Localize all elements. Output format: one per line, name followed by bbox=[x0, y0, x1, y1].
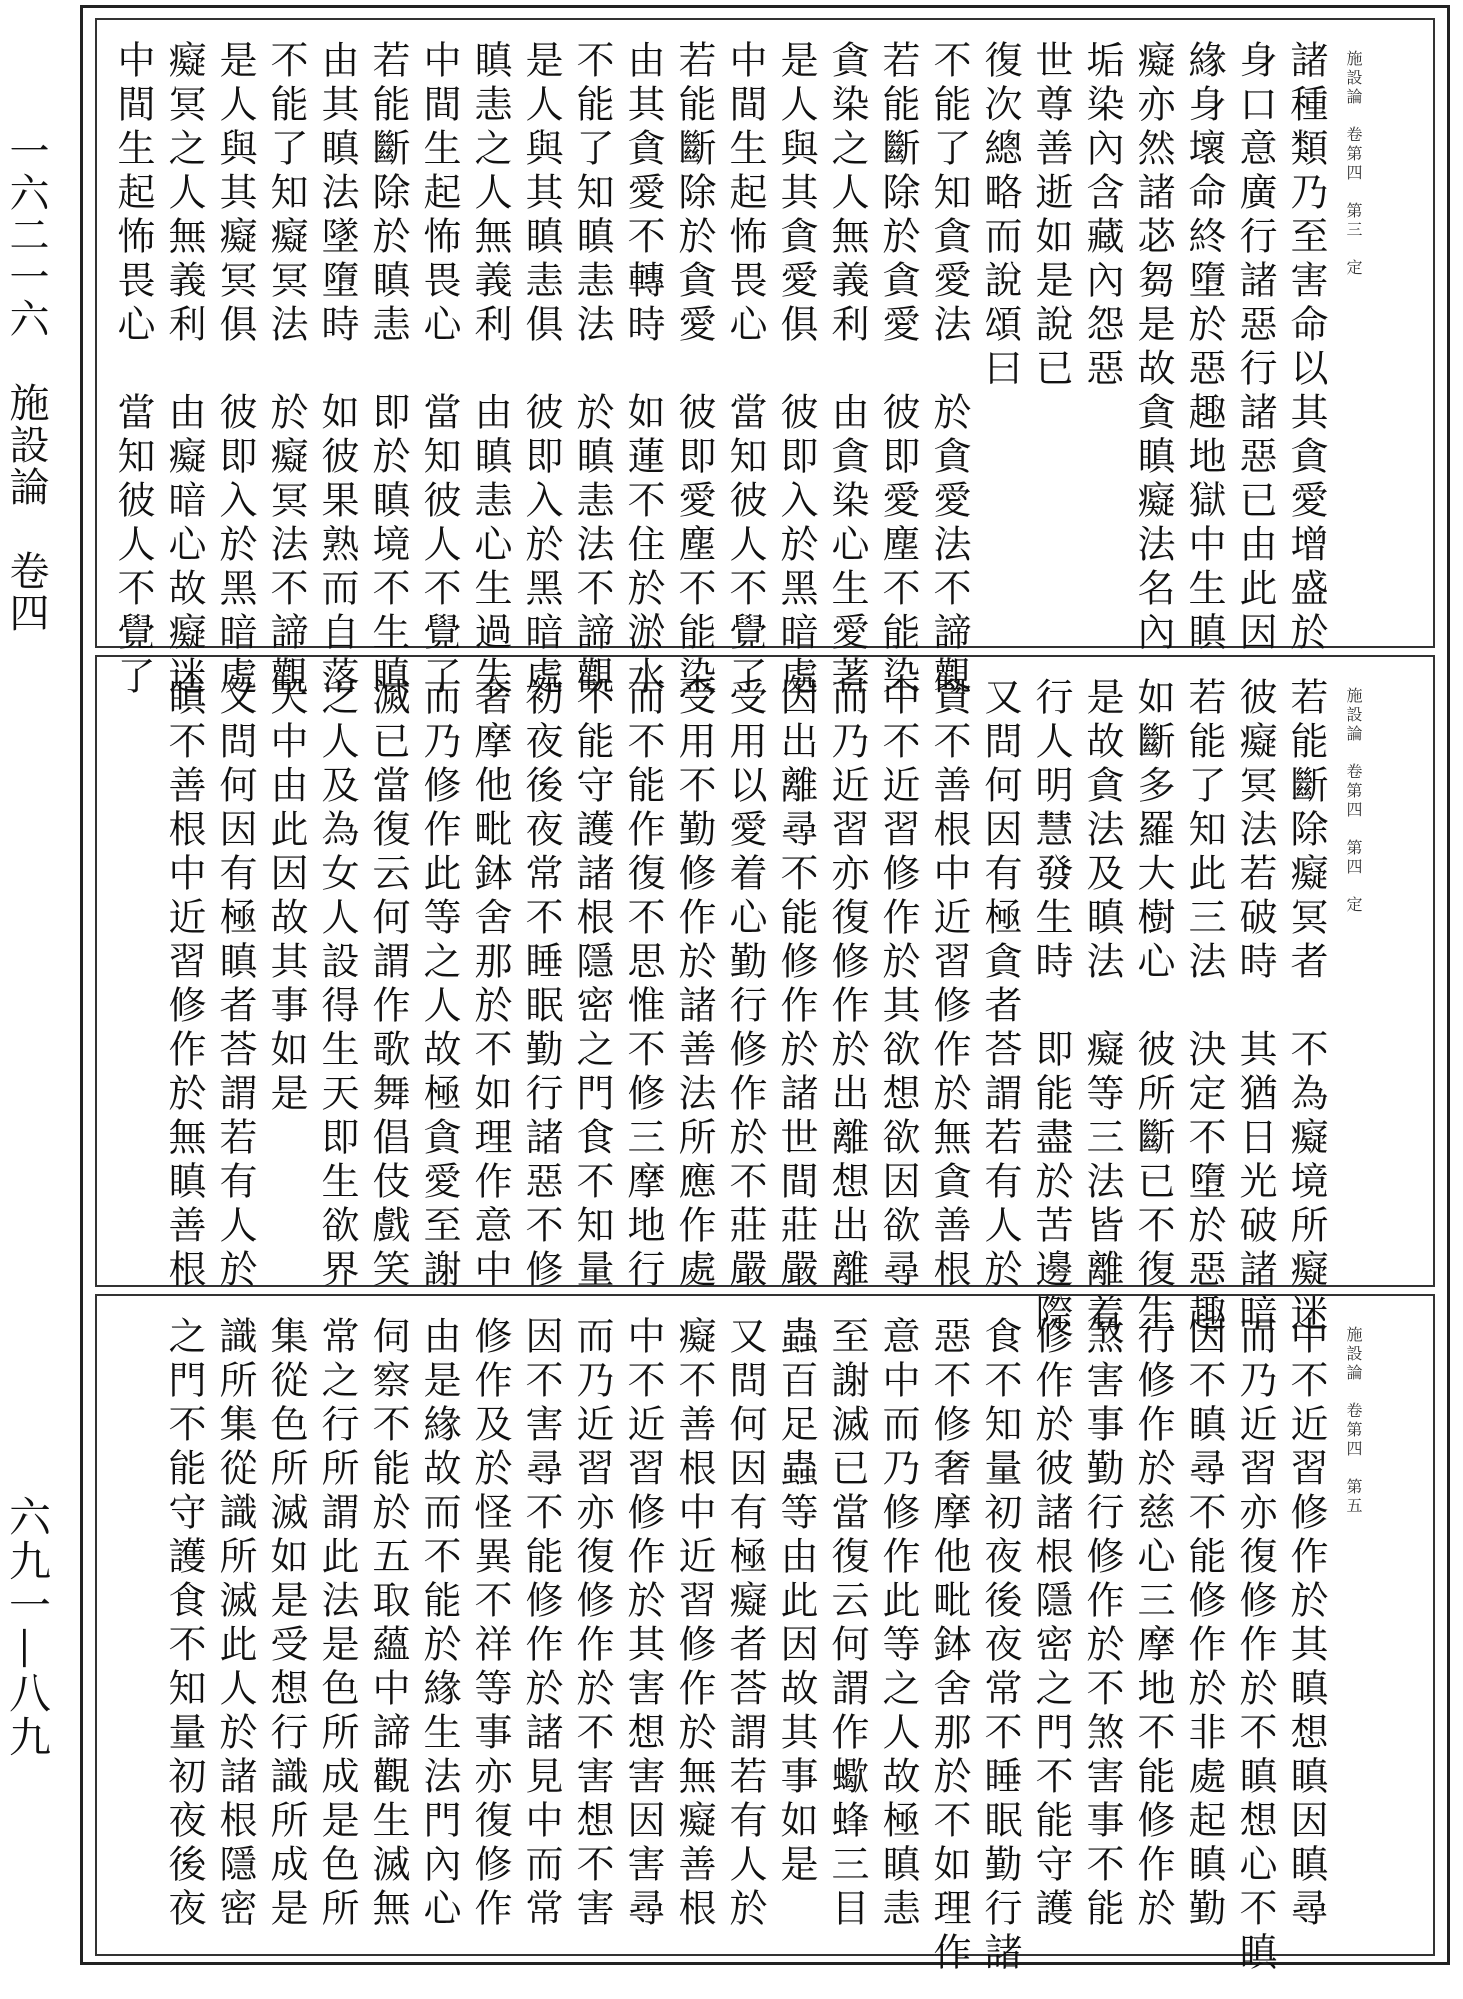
text-column: 而不能作復不思惟不修三摩地行 bbox=[621, 677, 665, 1293]
text-column: 受用以愛着心勤行修作於不莊嚴 bbox=[723, 677, 767, 1293]
text-column: 行修作於慈心三摩地不能修作於 bbox=[1131, 1316, 1175, 1932]
text-panel-2 bbox=[95, 655, 1435, 1337]
page-number: 六九一—八九 bbox=[3, 1495, 52, 1759]
text-column: 復次總略而說頌曰 bbox=[978, 40, 1022, 392]
text-column: 食不知量初夜後夜常不睡眠勤行諸 bbox=[978, 1316, 1022, 1976]
text-column: 行人明慧發生時 即能盡於苦邊際 bbox=[1029, 677, 1073, 1337]
text-column: 又問何因有極癡者荅謂若有人於 bbox=[723, 1316, 767, 1932]
text-column: 若能斷除癡冥者 不為癡境所癡迷 bbox=[1284, 677, 1328, 1337]
text-column: 不能了知癡冥法 於癡冥法不諦觀 bbox=[264, 40, 308, 700]
text-column: 意中而乃修作此等之人故極瞋恚 bbox=[876, 1316, 920, 1932]
text-panel-1 bbox=[95, 18, 1435, 700]
text-column: 是故貪法及瞋法 癡等三法皆離着 bbox=[1080, 677, 1124, 1337]
text-column: 又問何因有極貪者荅謂若有人於 bbox=[978, 677, 1022, 1293]
text-column: 煞害事勤行修作於不煞害事不能 bbox=[1080, 1316, 1124, 1932]
text-column: 初夜後夜常不睡眠勤行諸惡不修 bbox=[519, 677, 563, 1293]
text-column: 天中由此因故其事如是 bbox=[264, 677, 308, 1117]
text-column: 不能了知貪愛法 於貪愛法不諦觀 bbox=[927, 40, 971, 700]
text-column: 彼癡冥法若破時 其猶日光破諸暗 bbox=[1233, 677, 1277, 1337]
text-column: 若能了知此三法 決定不墮於惡趣 bbox=[1182, 677, 1226, 1337]
text-column: 如斷多羅大樹心 彼所斷已不復生 bbox=[1131, 677, 1175, 1337]
text-column: 中間生起怖畏心 當知彼人不覺了 bbox=[723, 40, 767, 700]
text-column: 不能守護諸根隱密之門食不知量 bbox=[570, 677, 614, 1293]
text-column: 瞋不善根中近習修作於無瞋善根 bbox=[162, 677, 206, 1293]
text-column: 中不近習修作於其瞋想瞋因瞋尋 bbox=[1284, 1316, 1328, 1932]
text-column: 又問何因有極瞋者荅謂若有人於 bbox=[213, 677, 257, 1293]
text-column: 垢染內含藏內怨惡 bbox=[1080, 40, 1124, 392]
text-column: 修作於彼諸根隱密之門不能守護 bbox=[1029, 1316, 1073, 1932]
text-panel-3 bbox=[95, 1294, 1435, 1976]
text-column: 瞋恚之人無義利 由瞋恚心生過失 bbox=[468, 40, 512, 700]
volume-label: 一六二一六 施設論 卷四 bbox=[3, 130, 49, 634]
text-column: 諸種類乃至害命以其貪愛增盛於 bbox=[1284, 40, 1328, 656]
text-column: 癡亦然諸苾芻是故貪瞋癡法名內 bbox=[1131, 40, 1175, 656]
text-column: 受用不勤修作於諸善法所應作處 bbox=[672, 677, 716, 1293]
text-column: 蟲百足蟲等由此因故其事如是 bbox=[774, 1316, 818, 1888]
text-column: 之門不能守護食不知量初夜後夜 bbox=[162, 1316, 206, 1932]
text-column: 惡不修奢摩他毗鉢舍那於不如理作 bbox=[927, 1316, 971, 1976]
text-column: 中間生起怖畏心 當知彼人不覺了 bbox=[417, 40, 461, 700]
text-column: 若能斷除於瞋恚 即於瞋境不生瞋 bbox=[366, 40, 410, 700]
text-column: 而乃近習亦復修作於出離想出離 bbox=[825, 677, 869, 1293]
text-column: 是人與其癡冥俱 彼即入於黑暗處 bbox=[213, 40, 257, 700]
panel-header: 施設論 卷第四 第五 bbox=[1344, 1326, 1363, 1516]
text-column: 是人與其瞋恚俱 彼即入於黑暗處 bbox=[519, 40, 563, 700]
text-column: 而乃近習亦復修作於不害想不害 bbox=[570, 1316, 614, 1932]
text-column: 修作及於怪異不祥等事亦復修作 bbox=[468, 1316, 512, 1932]
text-column: 癡冥之人無義利 由癡暗心故癡迷 bbox=[162, 40, 206, 700]
text-column: 不能了知瞋恚法 於瞋恚法不諦觀 bbox=[570, 40, 614, 700]
text-column: 貪不善根中近習修作於無貪善根 bbox=[927, 677, 971, 1293]
text-column: 滅已當復云何謂作歌舞倡伎戲笑 bbox=[366, 677, 410, 1293]
text-column: 中間生起怖畏心 當知彼人不覺了 bbox=[111, 40, 155, 700]
text-column: 集從色所滅如是受想行識所成是 bbox=[264, 1316, 308, 1932]
text-column: 常之行所謂此法是色所成是色所 bbox=[315, 1316, 359, 1932]
text-column: 伺察不能於五取蘊中諦觀生滅無 bbox=[366, 1316, 410, 1932]
text-column: 之人及為女人設得生天即生欲界 bbox=[315, 677, 359, 1293]
text-column: 中不近習修作於其欲想欲因欲尋 bbox=[876, 677, 920, 1293]
text-column: 至謝滅已當復云何謂作蠍蜂三目 bbox=[825, 1316, 869, 1932]
text-column: 奢摩他毗鉢舍那於不如理作意中 bbox=[468, 677, 512, 1293]
text-column: 身口意廣行諸惡行諸惡已由此因 bbox=[1233, 40, 1277, 656]
text-column: 因出離尋不能修作於諸世間莊嚴 bbox=[774, 677, 818, 1293]
text-column: 因不害尋不能修作於諸見中而常 bbox=[519, 1316, 563, 1932]
text-column: 而乃近習亦復修作於不瞋想心不瞋 bbox=[1233, 1316, 1277, 1976]
text-column: 若能斷除於貪愛 彼即愛塵不能染 bbox=[876, 40, 920, 700]
text-column: 癡不善根中近習修作於無癡善根 bbox=[672, 1316, 716, 1932]
text-column: 識所集從識所滅此人於諸根隱密 bbox=[213, 1316, 257, 1932]
text-column: 世尊善逝如是說已 bbox=[1029, 40, 1073, 392]
text-column: 貪染之人無義利 由貪染心生愛著 bbox=[825, 40, 869, 700]
panel-header: 施設論 卷第四 第四 定 bbox=[1344, 687, 1363, 915]
text-column: 由其瞋法墜墮時 如彼果熟而自落 bbox=[315, 40, 359, 700]
text-column: 是人與其貪愛俱 彼即入於黑暗處 bbox=[774, 40, 818, 700]
text-column: 中不近習修作於其害想害因害尋 bbox=[621, 1316, 665, 1932]
text-column: 因不瞋尋不能修作於非處起瞋勤 bbox=[1182, 1316, 1226, 1932]
text-column: 由是緣故而不能於緣生法門內心 bbox=[417, 1316, 461, 1932]
text-column: 由其貪愛不轉時 如蓮不住於淤水 bbox=[621, 40, 665, 700]
text-column: 緣身壞命終墮於惡趣地獄中生瞋 bbox=[1182, 40, 1226, 656]
page-frame bbox=[80, 5, 1450, 1976]
text-column: 若能斷除於貪愛 彼即愛塵不能染 bbox=[672, 40, 716, 700]
text-column: 而乃修作此等之人故極貪愛至謝 bbox=[417, 677, 461, 1293]
panel-header: 施設論 卷第四 第三 定 bbox=[1344, 50, 1363, 278]
